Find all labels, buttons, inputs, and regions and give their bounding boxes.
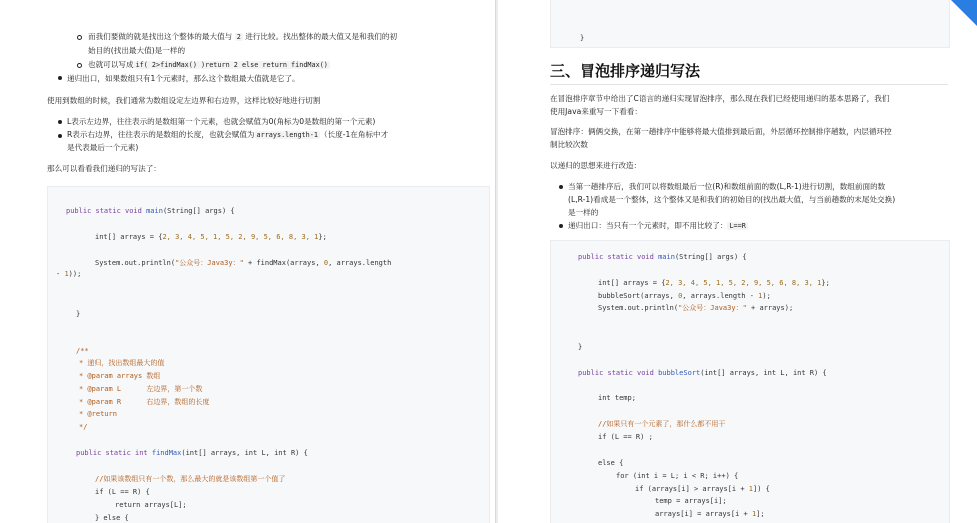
code-line: arrays[i] = arrays[i + 1]; bbox=[655, 510, 765, 518]
code-comment: //如果该数组只有一个数，那么最大的就是该数组第一个值了 bbox=[95, 475, 286, 483]
code-comment: */ bbox=[79, 423, 88, 431]
code-comment: * 递归，找出数组最大的值 bbox=[79, 359, 165, 367]
list-item-cont: 始目的(找出最大值)是一样的 bbox=[88, 46, 186, 55]
code-line: return arrays[L]; bbox=[115, 501, 187, 509]
paragraph: 冒泡排序：俩俩交换，在第一趟排序中能够将最大值排到最后面，外层循环控制排序趟数，内层循环控 bbox=[550, 127, 892, 136]
list-bullet bbox=[77, 63, 82, 68]
list-item: L表示左边界，往往表示的是数组第一个元素，也就会赋值为0(角标为0是数组的第一个元素) bbox=[67, 117, 376, 126]
code-comment: * @param L 左边界，第一个数 bbox=[79, 385, 203, 393]
section-heading: 三、冒泡排序递归写法 bbox=[550, 62, 701, 80]
code-line: if (arrays[i] > arrays[i + 1]) { bbox=[635, 485, 770, 493]
code-comment: * @param R 右边界，数组的长度 bbox=[79, 398, 210, 406]
paragraph: 在冒泡排序章节中给出了C语言的递归实现冒泡排序，那么现在我们已经使用递归的基本思路了，我们 bbox=[550, 94, 890, 103]
corner-badge[interactable] bbox=[951, 0, 977, 26]
list-item: R表示右边界，往往表示的是数组的长度，也就会赋值为 arrays.length-1 （长度-1在角标中才 bbox=[67, 130, 389, 139]
code-line: public static void bubbleSort(int[] arrays, int L, int R) { bbox=[578, 369, 827, 377]
code-line: int[] arrays = {2, 3, 4, 5, 1, 5, 2, 9, 5, 6, 8, 3, 1}; bbox=[598, 279, 830, 287]
code-line: for (int i = L; i < R; i++) { bbox=[616, 472, 739, 480]
code-line: int[] arrays = {2, 3, 4, 5, 1, 5, 2, 9, 5, 6, 8, 3, 1}; bbox=[95, 233, 327, 241]
list-bullet bbox=[58, 76, 62, 80]
paragraph: 使用到数组的时候，我们通常为数组设定左边界和右边界，这样比较好地进行切割 bbox=[47, 96, 321, 105]
list-bullet bbox=[559, 224, 563, 228]
code-block bbox=[550, 0, 950, 48]
right-page bbox=[498, 0, 977, 523]
list-bullet bbox=[77, 35, 82, 40]
list-bullet bbox=[58, 120, 62, 124]
paragraph: 以递归的思想来进行改造： bbox=[550, 161, 642, 170]
list-item: 而我们要做的就是找出这个整体的最大值与 2 进行比较。找出整体的最大值又是和我们的初 bbox=[88, 32, 398, 41]
list-bullet bbox=[559, 185, 563, 189]
code-line: bubbleSort(arrays, 0, arrays.length - 1); bbox=[598, 292, 771, 300]
code-comment: /** bbox=[76, 347, 89, 355]
code-line: if (L == R) { bbox=[95, 488, 150, 496]
code-line: public static void main(String[] args) { bbox=[66, 207, 235, 215]
list-item: 也就可以写成 if( 2>findMax() )return 2 else return findMax() bbox=[88, 60, 328, 69]
code-line: } else { bbox=[95, 514, 129, 522]
list-bullet bbox=[58, 134, 62, 138]
code-line: System.out.println("公众号：Java3y：" + arrays); bbox=[598, 304, 794, 312]
list-item-cont: 是一样的 bbox=[568, 208, 599, 217]
list-item-cont: 是代表最后一个元素) bbox=[67, 143, 139, 152]
code-line: } bbox=[578, 343, 583, 351]
code-line: public static void main(String[] args) { bbox=[578, 253, 747, 261]
paragraph: 那么可以看看我们递归的写法了： bbox=[47, 164, 161, 173]
list-item: 当第一趟排序后，我们可以将数组最后一位(R)和数组前面的数(L,R-1)进行切割，数组前面的数 bbox=[568, 182, 886, 191]
paragraph: 使用Java来重写一下看看： bbox=[550, 107, 642, 116]
code-line: - 1)); bbox=[56, 270, 82, 278]
code-line: int temp; bbox=[598, 394, 636, 402]
code-line: public static int findMax(int[] arrays, int L, int R) { bbox=[76, 449, 308, 457]
list-item: 递归出口：当只有一个元素时，即不用比较了： L==R bbox=[568, 221, 746, 230]
code-line: } bbox=[76, 310, 81, 318]
code-line: if (L == R) ; bbox=[598, 433, 653, 441]
code-comment: //如果只有一个元素了，那什么都不用干 bbox=[598, 420, 726, 428]
code-comment: * @param arrays 数组 bbox=[79, 372, 161, 380]
list-item: 递归出口，如果数组只有1个元素时，那么这个数组最大值就是它了。 bbox=[67, 74, 300, 83]
list-item-cont: (L,R-1)看成是一个整体，这个整体又是和我们的初始目的(找出最大值，与当前趟数的末尾处交换) bbox=[568, 195, 896, 204]
paragraph: 制比较次数 bbox=[550, 140, 588, 149]
heading-rule bbox=[550, 84, 948, 85]
code-line: temp = arrays[i]; bbox=[655, 497, 727, 505]
code-comment: * @return bbox=[79, 410, 117, 418]
code-line: else { bbox=[598, 459, 624, 467]
code-line: } bbox=[580, 34, 585, 42]
code-line: System.out.println("公众号：Java3y：" + findMax(arrays, 0, arrays.length bbox=[95, 259, 392, 267]
